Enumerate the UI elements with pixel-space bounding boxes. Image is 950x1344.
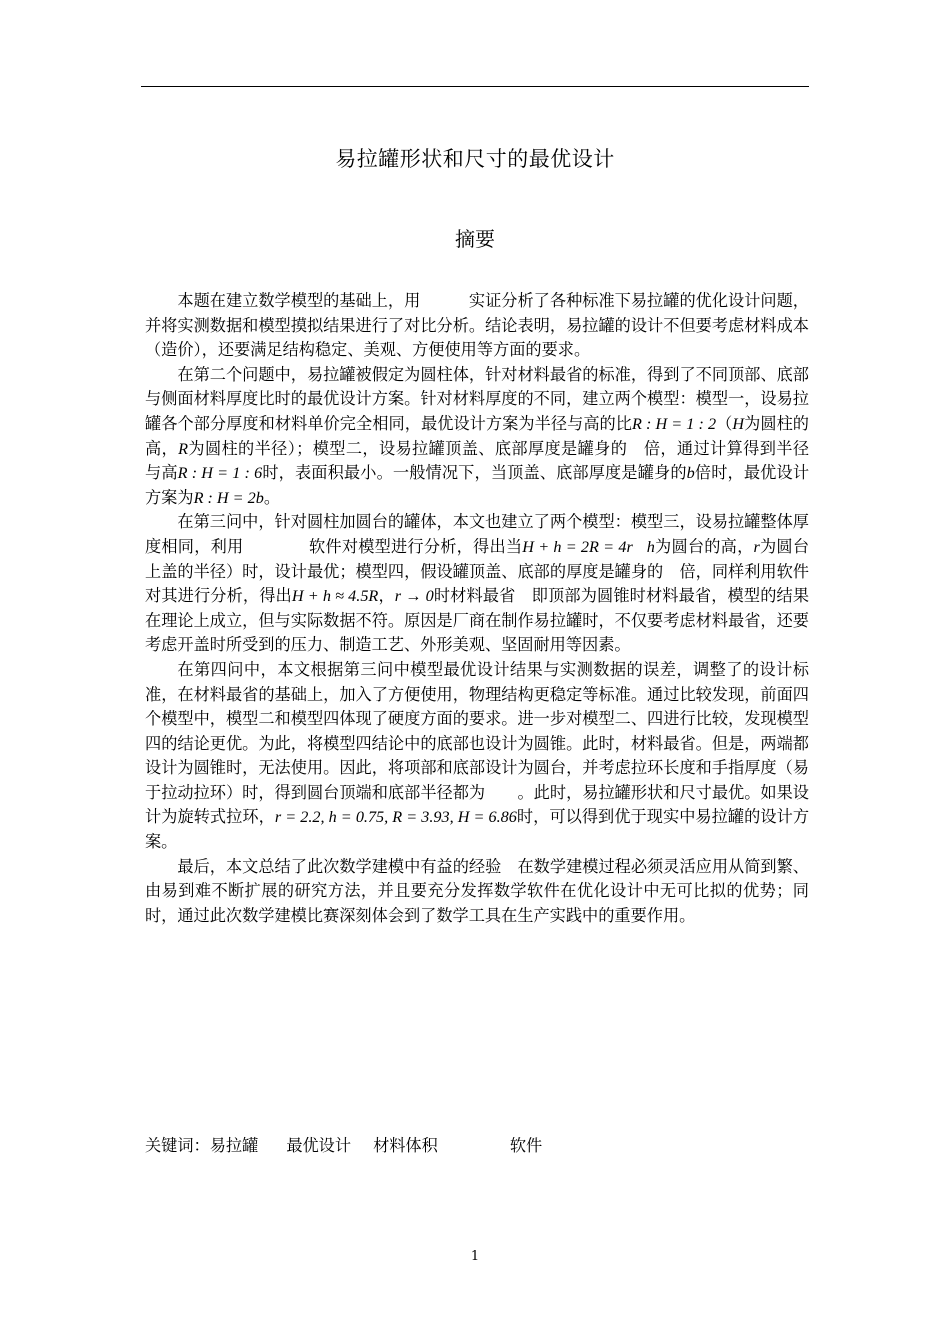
keywords-line [145,1134,542,1158]
text-run: 倍时，最优设计方案为 [145,463,810,507]
formula-model-four: H + h ≈ 4.5R [291,587,379,606]
abstract-paragraph-4 [145,658,809,855]
abstract-paragraph-2 [145,363,809,511]
header-rule [141,86,809,87]
keywords-label: 关键词： [145,1136,210,1155]
formula-ratio-1-6: R : H = 1 : 6 [177,464,263,483]
text-run: 时，可以得到优于现实中易拉罐的设计方案。 [145,807,810,852]
text-run: 为圆柱的高， [145,413,809,458]
text-run: （ [716,413,733,433]
formula-ratio-1-2: R : H = 1 : 2 [632,414,717,433]
abstract-paragraph-5: 最后，本文总结了此次数学建模中有益的经验 在数学建模过程必须灵活应用从简到繁、由易到难不断扩展的研究方法，并且要充分发挥数学软件在优化设计中无可比拟的优势；同时，通过此次数学建模比赛深刻体会到了数学工具在生产实践中的重要作用。 [145,856,809,925]
text-run: 时材料最省 即顶部为圆锥时材料最省，模型的结果在理论上成立，但与实际数据不符。原因是厂商在制作易拉罐时，不仅要考虑材料最省，还要考虑开盖时所受到的压力、制造工艺、外形美观、坚固耐用等因素。 [145,586,810,655]
abstract-body [145,289,858,928]
formula-ratio-2b: R : H = 2b [193,488,264,507]
text-run: 为圆柱的半径）；模型二，设易拉罐顶盖、底部厚度是罐身的 倍，通过计算得到半径与高 [145,438,810,483]
keyword-item: 软件 [509,1136,543,1155]
formula-H: H [732,414,745,433]
text-run: ， [378,586,395,606]
paper-title: 易拉罐形状和尺寸的最优设计 [335,147,615,171]
text-run: 为圆台的高， [654,536,754,556]
text-run: 在第四问中，本文根据第三问中模型最优设计结果与实测数据的误差，调整了的设计标准，在材料最省的基础上，加入了方便使用，物理结构更稳定等标准。通过比较发现，前面四个模型中，模型二和模型四体现了硬度方面的要求。进一步对模型二、四进行比较，发现模型四的结论更优。为此，将模型四结论中的底部也设计为圆锥。此时，材料最省。但是，两端都设计为圆锥时，无法使用。因此，将项部和底部设计为圆台，并考虑拉环长度和手指厚度（易于拉动拉环）时，得到圆台顶端和底部半径都为 。此时，易拉罐形状和尺寸最优。如果设计为旋转式拉环， [145,659,809,827]
text-run: 时，表面积最小。一般情况下，当顶盖、底部厚度是罐身的 [262,463,687,483]
keyword-item: 材料体积 [373,1136,438,1155]
keyword-item: 最优设计 [286,1136,352,1155]
formula-b: b [686,464,695,483]
page-number: 1 [470,1249,480,1264]
abstract-heading: 摘要 [455,227,495,251]
formula-r-limit: r → 0 [394,587,434,606]
text-run: 在第二个问题中，易拉罐被假定为圆柱体，针对材料最省的标准，得到了不同顶部、底部与侧面材料厚度比时的最优设计方案。针对材料厚度的不同，建立两个模型：模型一，设易拉罐各个部分厚度和材料单价完全相同，最优设计方案为半径与高的比 [145,364,809,433]
formula-rotary-design: r = 2.2, h = 0.75, R = 3.93, H = 6.86 [274,808,517,827]
abstract-paragraph-1: 本题在建立数学模型的基础上，用 实证分析了各种标准下易拉罐的优化设计问题，并将实测数据和模型摸拟结果进行了对比分析。结论表明，易拉罐的设计不但要考虑材料成本（造价），还要满足结构稳定、美观、方便使用等方面的要求。 [145,291,809,360]
text-run: 。 [263,487,281,507]
text-run: 在第三问中，针对圆柱加圆台的罐体，本文也建立了两个模型：模型三，设易拉罐整体厚度相同，利用 软件对模型进行分析，得出当 [145,512,809,556]
keyword-item: 易拉罐 [209,1136,259,1155]
formula-R: R [178,439,189,458]
formula-model-three: H + h = 2R = 4r [522,537,633,556]
formula-r: r [753,537,760,556]
abstract-paragraph-3 [145,510,858,658]
text-run: 为圆台上盖的半径）时，设计最优；模型四，假设罐顶盖、底部的厚度是罐身的 倍，同样利用软件 对其进行分析，得出 [145,536,858,606]
formula-h: h [646,537,655,556]
